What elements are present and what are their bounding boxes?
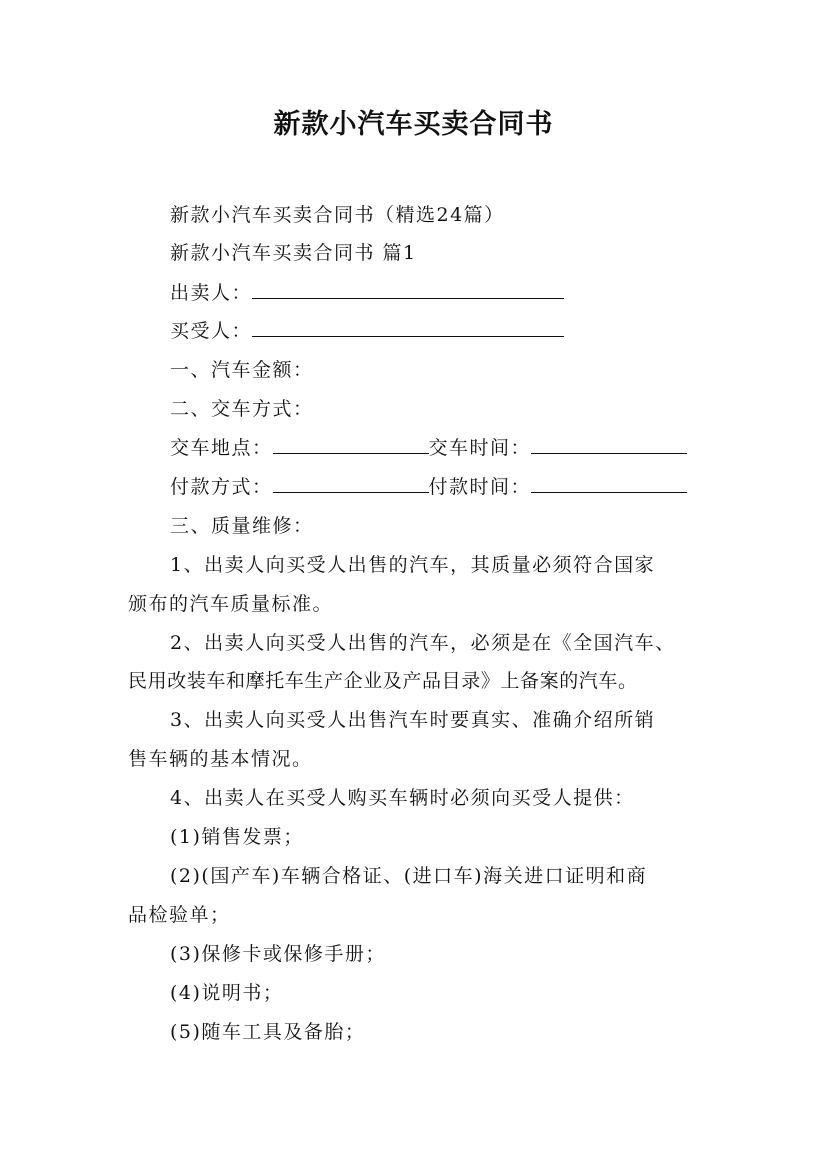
delivery-time-label: 交车时间： [428, 437, 532, 459]
payment-line [170, 472, 687, 499]
sub-item-2-line-2: 品检验单； [128, 904, 231, 926]
part-heading: 新款小汽车买卖合同书 篇1 [170, 242, 417, 264]
seller-label: 出卖人： [170, 282, 253, 304]
delivery-time-blank [531, 437, 687, 454]
sub-item-2-line-1: (2)(国产车)车辆合格证、(进口车)海关进口证明和商 [170, 865, 648, 887]
payment-time-label: 付款时间： [428, 476, 532, 498]
payment-method-blank [273, 476, 429, 493]
item-2-line-2: 民用改装车和摩托车生产企业及产品目录》上备案的汽车。 [128, 670, 638, 692]
sub-item-4: (4)说明书； [170, 982, 284, 1004]
payment-time-blank [531, 476, 687, 493]
buyer-line [170, 316, 564, 343]
item-2-line-1: 2、出卖人向买受人出售的汽车，必须是在《全国汽车、 [170, 632, 676, 654]
item-4: 4、出卖人在买受人购买车辆时必须向买受人提供： [170, 787, 635, 809]
item-3-line-1: 3、出卖人向买受人出售汽车时要真实、准确介绍所销 [170, 709, 656, 731]
delivery-line [170, 433, 687, 460]
buyer-blank [252, 320, 564, 337]
sub-item-5: (5)随车工具及备胎； [170, 1021, 366, 1043]
payment-method-label: 付款方式： [170, 476, 273, 498]
item-1-line-1: 1、出卖人向买受人出售的汽车，其质量必须符合国家 [170, 554, 656, 576]
seller-line [170, 278, 564, 305]
section-2-heading: 二、交车方式： [170, 398, 314, 420]
section-1-heading: 一、汽车金额： [170, 359, 314, 381]
sub-item-3: (3)保修卡或保修手册； [170, 943, 386, 965]
delivery-place-label: 交车地点： [170, 437, 273, 459]
document-subtitle: 新款小汽车买卖合同书（精选24篇） [170, 204, 505, 226]
section-3-heading: 三、质量维修： [170, 515, 314, 537]
seller-blank [252, 282, 564, 299]
item-1-line-2: 颁布的汽车质量标准。 [128, 593, 334, 615]
item-3-line-2: 售车辆的基本情况。 [128, 748, 313, 770]
document-title: 新款小汽车买卖合同书 [273, 109, 554, 140]
delivery-place-blank [273, 437, 429, 454]
sub-item-1: (1)销售发票； [170, 826, 304, 848]
buyer-label: 买受人： [170, 320, 253, 342]
